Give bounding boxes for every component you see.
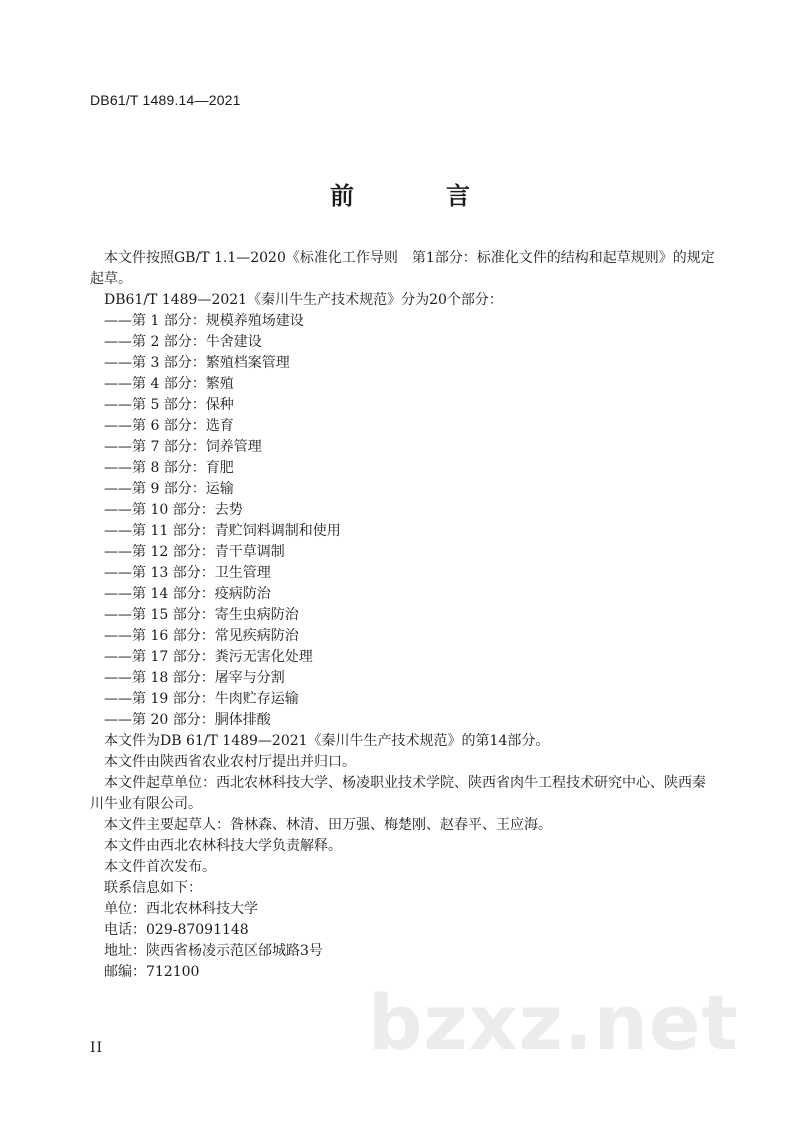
- list-item: ——第 5 部分：保种: [104, 397, 234, 413]
- list-item: ——第 4 部分：繁殖: [104, 376, 234, 392]
- contact-unit: 单位：西北农林科技大学: [104, 901, 258, 917]
- list-item: ——第 15 部分：寄生虫病防治: [104, 607, 299, 623]
- list-item: ——第 12 部分：青干草调制: [104, 544, 285, 560]
- document-body: [90, 248, 715, 983]
- proposer-statement: 本文件由陕西省农业农村厅提出并归口。: [104, 754, 356, 770]
- drafting-units: 本文件起草单位：西北农林科技大学、杨凌职业技术学院、陕西省肉牛工程技术研究中心、陕西秦川牛业有限公司。: [90, 775, 706, 812]
- contact-heading: 联系信息如下：: [104, 880, 202, 896]
- series-intro-paragraph: DB61/T 1489—2021《秦川牛生产技术规范》分为20个部分：: [104, 292, 503, 308]
- list-item: ——第 9 部分：运输: [104, 481, 234, 497]
- list-item: ——第 13 部分：卫生管理: [104, 565, 271, 581]
- intro-paragraph: 本文件按照GB/T 1.1—2020《标准化工作导则 第1部分：标准化文件的结构和起草规则》的规定起草。: [90, 250, 715, 287]
- first-release-statement: 本文件首次发布。: [104, 859, 216, 875]
- watermark: bzxz.net: [368, 978, 739, 1067]
- interpretation-statement: 本文件由西北农林科技大学负责解释。: [104, 838, 342, 854]
- parts-list: [90, 311, 715, 731]
- contact-phone: 电话：029-87091148: [104, 922, 249, 938]
- page-title: 前 言: [330, 181, 504, 210]
- list-item: ——第 3 部分：繁殖档案管理: [104, 355, 290, 371]
- part-statement: 本文件为DB 61/T 1489—2021《秦川牛生产技术规范》的第14部分。: [104, 733, 550, 749]
- contact-postcode: 邮编：712100: [104, 964, 200, 980]
- page-number: II: [90, 1040, 104, 1056]
- list-item: ——第 8 部分：育肥: [104, 460, 234, 476]
- list-item: ——第 6 部分：选育: [104, 418, 234, 434]
- list-item: ——第 16 部分：常见疾病防治: [104, 628, 299, 644]
- list-item: ——第 20 部分：胴体排酸: [104, 712, 271, 728]
- contact-address: 地址：陕西省杨凌示范区邰城路3号: [104, 943, 323, 959]
- list-item: ——第 14 部分：疫病防治: [104, 586, 271, 602]
- list-item: ——第 11 部分：青贮饲料调制和使用: [104, 523, 341, 539]
- list-item: ——第 18 部分：屠宰与分割: [104, 670, 285, 686]
- document-id: DB61/T 1489.14—2021: [90, 92, 241, 108]
- list-item: ——第 17 部分：粪污无害化处理: [104, 649, 313, 665]
- drafters: 本文件主要起草人：昝林森、林清、田万强、梅楚刚、赵春平、王应海。: [104, 817, 552, 833]
- list-item: ——第 19 部分：牛肉贮存运输: [104, 691, 299, 707]
- list-item: ——第 10 部分：去势: [104, 502, 243, 518]
- list-item: ——第 2 部分：牛舍建设: [104, 334, 262, 350]
- list-item: ——第 7 部分：饲养管理: [104, 439, 262, 455]
- list-item: ——第 1 部分：规模养殖场建设: [104, 313, 304, 329]
